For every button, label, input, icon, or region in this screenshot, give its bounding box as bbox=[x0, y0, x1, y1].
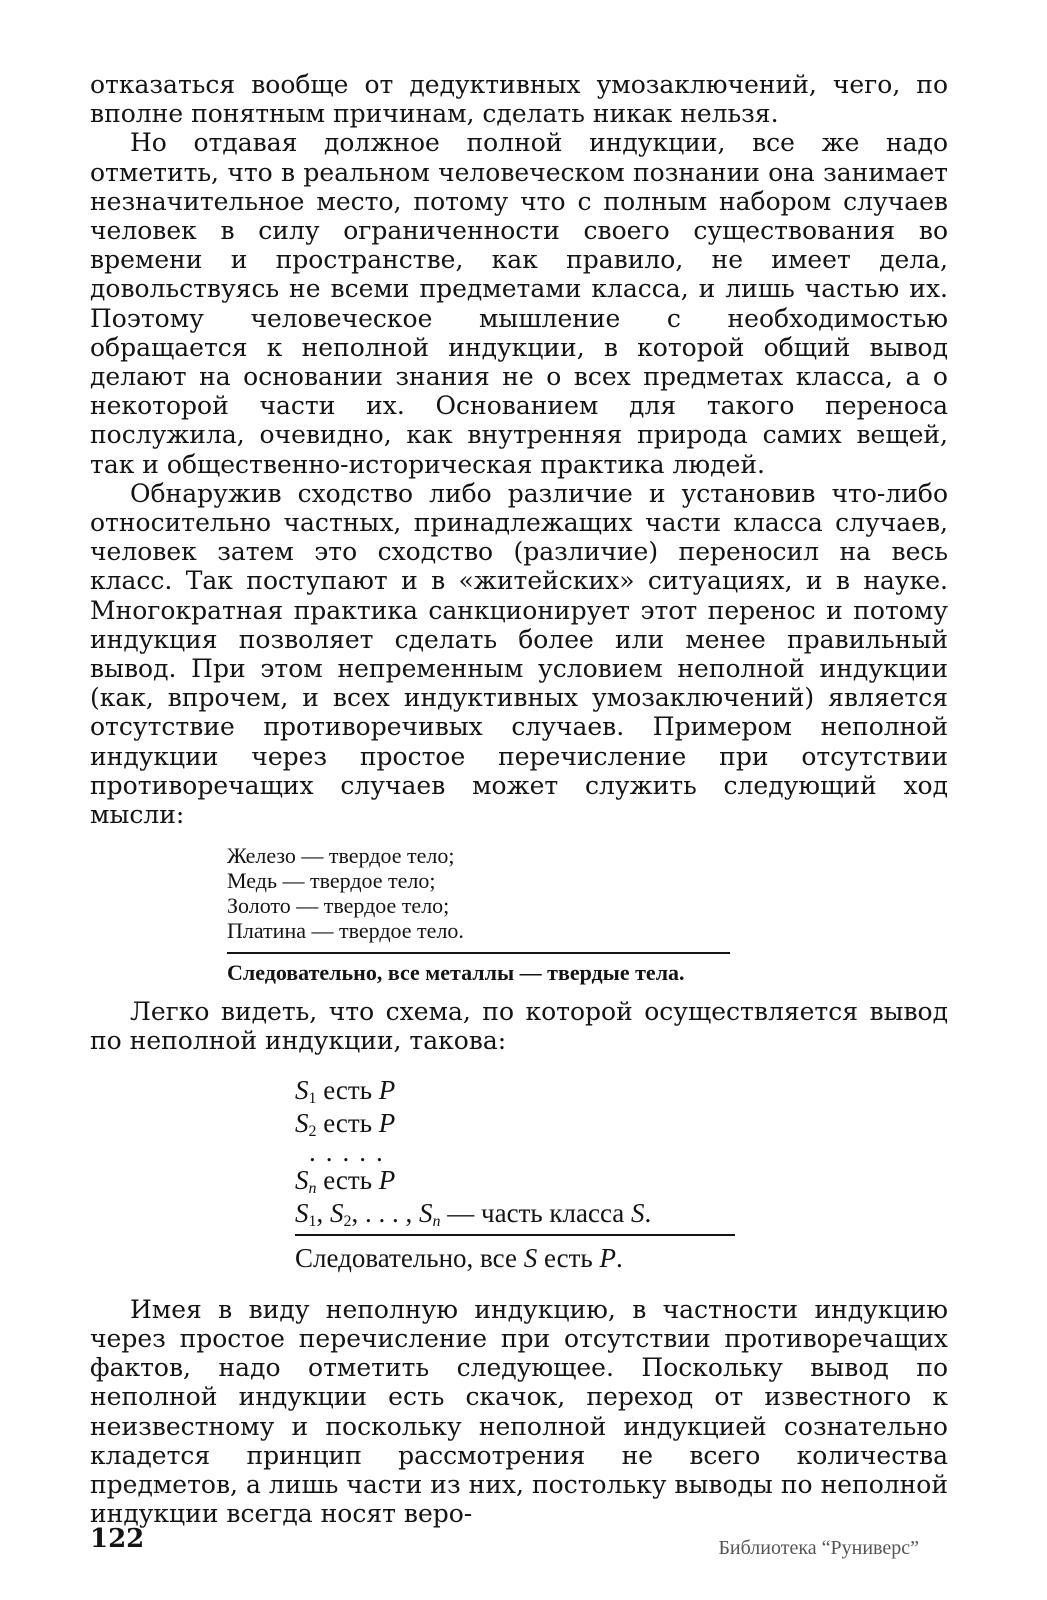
paragraph-2: Но отдавая должное полной индукции, все же надо отметить, что в реальном человеческом познании она занимает незначительное место, потому что с полным набором случаев человек в силу ограниченности своего существования во времени и пространстве, как правило, не имеет дела, довольствуясь не всеми предметами класса, и лишь частью их. Поэтому человеческое мышление с необходимостью обращается к неполной индукции, в которой общий вывод делают на основании знания не о всех предметах класса, а о некоторой части их. Основанием для такого переноса послужила, очевидно, как внутренняя природа самих вещей, так и общественно-историческая практика людей. bbox=[90, 128, 948, 479]
example-syllogism bbox=[90, 843, 948, 985]
paragraph-4: Легко видеть, что схема, по которой осуществляется вывод по неполной индукции, такова: bbox=[90, 997, 948, 1056]
premise-platinum: Платина — твердое тело. bbox=[227, 918, 464, 944]
premise-gold: Золото — твердое тело; bbox=[227, 893, 450, 919]
paragraph-3: Обнаружив сходство либо различие и установив что-либо относительно частных, принадлежащих части класса случаев, человек затем это сходство (различие) переносил на весь класс. Так поступают и в «житейских» ситуациях, и в науке. Многократная практика санкционирует этот перенос и потому индукция позволяет сделать более или менее правильный вывод. При этом непременным условием неполной индукции (как, впрочем, и всех индуктивных умозаключений) является отсутствие противоречивых случаев. Примером неполной индукции через простое перечисление при отсутствии противоречащих случаев может служить следующий ход мысли: bbox=[90, 478, 948, 830]
schema-line-2: $S_2$ есть P bbox=[295, 1107, 396, 1140]
conclusion-divider bbox=[227, 952, 730, 954]
paragraph-1: отказаться вообще от дедуктивных умозаключений, чего, по вполне понятным причинам, сделать никак нельзя. bbox=[90, 70, 948, 129]
schema-line-1: $S_1$ есть P bbox=[295, 1074, 396, 1107]
schema-line-part: $S_1$, $S_2$, . . . , $S_n$ — часть класса S. bbox=[295, 1197, 652, 1230]
page-content bbox=[90, 70, 948, 1570]
schema-line-n: $S_n$ есть P bbox=[295, 1164, 396, 1197]
premise-copper: Медь — твердое тело; bbox=[227, 868, 436, 894]
page-number: 122 bbox=[90, 1524, 145, 1554]
induction-schema bbox=[90, 1074, 948, 1275]
schema-dots: ..... bbox=[309, 1136, 393, 1167]
premise-iron: Железо — твердое тело; bbox=[227, 843, 455, 869]
schema-conclusion: Следовательно, все S есть P. bbox=[295, 1242, 623, 1273]
paragraph-5: Имея в виду неполную индукцию, в частности индукцию через простое перечисление при отсутствии противоречащих фактов, надо отметить следующее. Поскольку вывод по неполной индукции есть скачок, переход от известного к неизвестному и поскольку неполной индукцией сознательно кладется принцип рассмотрения не всего количества предметов, а лишь части из них, постольку выводы по неполной индукции всегда носят веро- bbox=[90, 1294, 948, 1529]
example-conclusion: Следовательно, все металлы — твердые тела. bbox=[227, 960, 685, 986]
schema-divider bbox=[295, 1234, 735, 1236]
library-watermark: Библиотека “Руниверс” bbox=[718, 1537, 919, 1559]
